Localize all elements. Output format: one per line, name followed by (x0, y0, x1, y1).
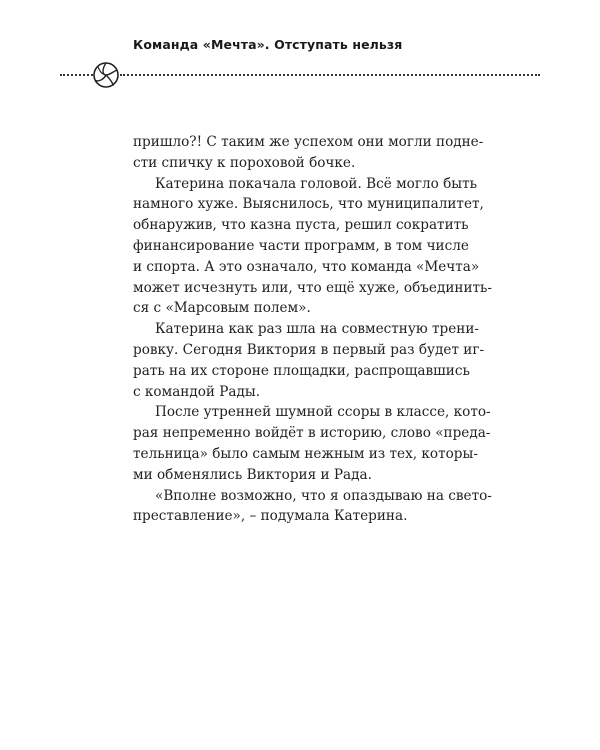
text-line: «Вполне возможно, что я опаздываю на свето- (155, 487, 492, 504)
text-line: и спорта. А это означало, что команда «Мечта» (133, 258, 480, 275)
paragraph (133, 402, 491, 485)
text-line: намного хуже. Выяснилось, что муниципалитет, (133, 196, 484, 213)
body-text (133, 132, 493, 527)
text-line: рая непременно войдёт в историю, слово «преда- (133, 425, 491, 442)
volleyball-icon (92, 61, 120, 89)
paragraph (133, 132, 484, 174)
text-line: ровку. Сегодня Виктория в первый раз будет иг- (133, 341, 485, 358)
text-line: ми обменялись Виктория и Рада. (133, 466, 372, 483)
text-line: ся с «Марсовым полем». (133, 300, 311, 317)
header-dotted-rule-left (60, 74, 93, 76)
text-line: может исчезнуть или, что ещё хуже, объединить- (133, 279, 493, 296)
text-line: пришло?! С таким же успехом они могли подне- (133, 134, 484, 150)
text-line: сти спичку к пороховой бочке. (133, 154, 356, 171)
text-line: Катерина покачала головой. Всё могло быть (155, 175, 478, 192)
text-line: обнаружив, что казна пуста, решил сократить (133, 217, 469, 234)
text-line: Катерина как раз шла на совместную трени- (155, 321, 479, 338)
paragraph (133, 486, 492, 528)
header-dotted-rule-right (120, 74, 540, 76)
text-line: После утренней шумной ссоры в классе, кото- (155, 404, 491, 421)
text-line: с командой Рады. (133, 383, 261, 400)
text-line: преставление», – подумала Катерина. (133, 508, 408, 525)
paragraph (133, 174, 493, 320)
text-line: финансирование части программ, в том числе (133, 237, 469, 254)
text-line: тельница» было самым нежным из тех, которы- (133, 445, 478, 462)
running-title: Команда «Мечта». Отступать нельзя (133, 37, 403, 52)
text-line: рать на их стороне площадки, распрощавшись (133, 362, 470, 379)
paragraph (133, 319, 485, 402)
